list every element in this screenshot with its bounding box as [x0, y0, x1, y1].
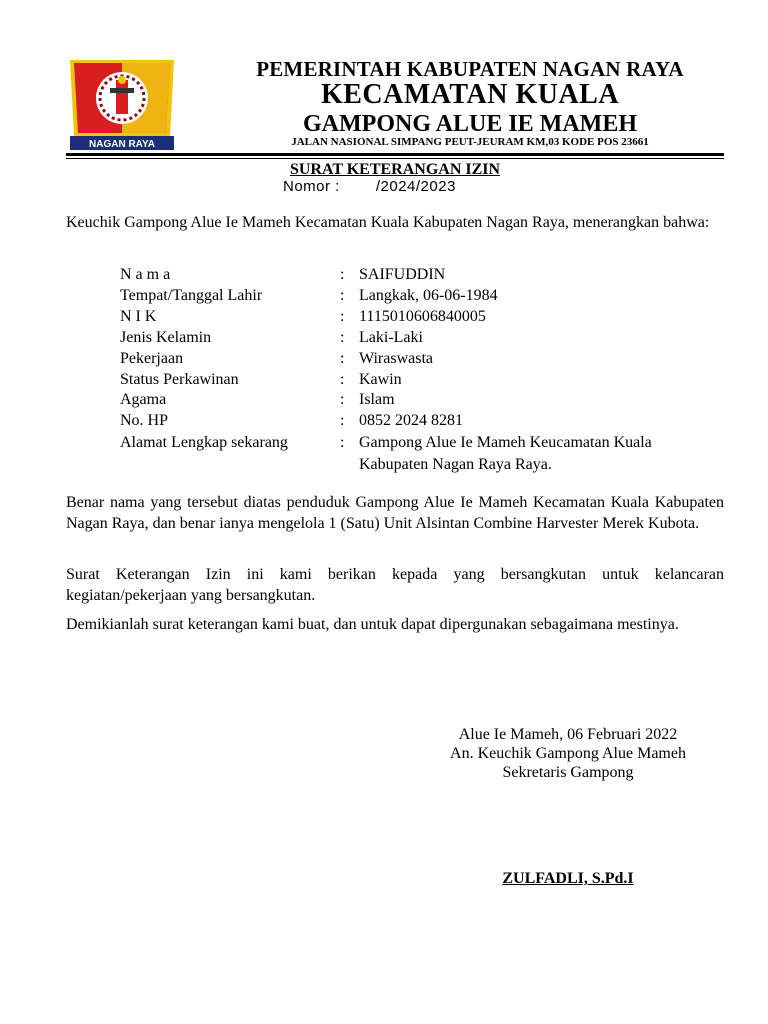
signature-on-behalf: An. Keuchik Gampong Alue Mameh: [450, 745, 686, 762]
signature-position: Sekretaris Gampong: [502, 764, 634, 781]
field-value: SAIFUDDIN: [359, 266, 446, 283]
header-rule-thin: [66, 158, 724, 159]
document-number: [283, 178, 456, 195]
field-label: Jenis Kelamin: [120, 329, 212, 346]
field-value: Kabupaten Nagan Raya Raya.: [359, 456, 552, 473]
field-value: 1115010606840005: [359, 308, 486, 325]
field-value: Laki-Laki: [359, 329, 423, 346]
field-colon: :: [340, 287, 345, 304]
body-paragraph-2: Surat Keterangan Izin ini kami berikan kepada yang bersangkutan untuk kelancaran kegiatan/pekerjaan yang bersangkutan.: [66, 566, 724, 604]
field-colon: :: [340, 371, 345, 388]
field-colon: :: [340, 308, 345, 325]
field-value: Islam: [359, 391, 395, 408]
field-label: No. HP: [120, 412, 169, 429]
field-colon: :: [340, 434, 345, 451]
header-address: JALAN NASIONAL SIMPANG PEUT-JEURAM KM,03 KODE POS 23661: [291, 136, 649, 148]
field-colon: :: [340, 391, 345, 408]
field-colon: :: [340, 350, 345, 367]
field-value: Wiraswasta: [359, 350, 433, 367]
field-value: Gampong Alue Ie Mameh Keucamatan Kuala: [359, 434, 652, 451]
header-village: GAMPONG ALUE IE MAMEH: [303, 111, 637, 137]
field-label: N a m a: [120, 266, 171, 283]
field-label: Alamat Lengkap sekarang: [120, 434, 288, 451]
header-government: PEMERINTAH KABUPATEN NAGAN RAYA: [256, 57, 684, 81]
signature-place-date: Alue Ie Mameh, 06 Februari 2022: [458, 726, 678, 743]
field-value: 0852 2024 8281: [359, 412, 463, 429]
field-label: N I K: [120, 308, 157, 325]
field-value: Kawin: [359, 371, 402, 388]
header-rule-thick: [66, 153, 724, 156]
field-colon: :: [340, 412, 345, 429]
field-label: Agama: [120, 391, 167, 408]
field-colon: :: [340, 266, 345, 283]
field-value: Langkak, 06-06-1984: [359, 287, 498, 304]
number-label: Nomor :: [283, 178, 340, 195]
body-paragraph-1: Benar nama yang tersebut diatas penduduk Gampong Alue Ie Mameh Kecamatan Kuala Kabupaten Nagan Raya, dan benar ianya mengelola 1 (Satu) Unit Alsintan Combine Harvester Merek Kubota.: [66, 494, 724, 532]
logo-text: NAGAN RAYA: [89, 139, 155, 150]
field-label: Pekerjaan: [120, 350, 184, 367]
nagan-raya-logo: [66, 58, 178, 152]
body-paragraph-3: Demikianlah surat keterangan kami buat, dan untuk dapat dipergunakan sebagaimana mestinya.: [66, 616, 679, 633]
header-district: KECAMATAN KUALA: [320, 79, 620, 110]
field-label: Status Perkawinan: [120, 371, 239, 388]
field-colon: :: [340, 329, 345, 346]
number-value: /2024/2023: [375, 178, 456, 195]
document-title: SURAT KETERANGAN IZIN: [289, 161, 501, 178]
field-label: Tempat/Tanggal Lahir: [120, 287, 263, 304]
signatory-name: ZULFADLI, S.Pd.I: [502, 870, 634, 887]
intro-paragraph: Keuchik Gampong Alue Ie Mameh Kecamatan Kuala Kabupaten Nagan Raya, menerangkan bahwa:: [66, 214, 710, 231]
